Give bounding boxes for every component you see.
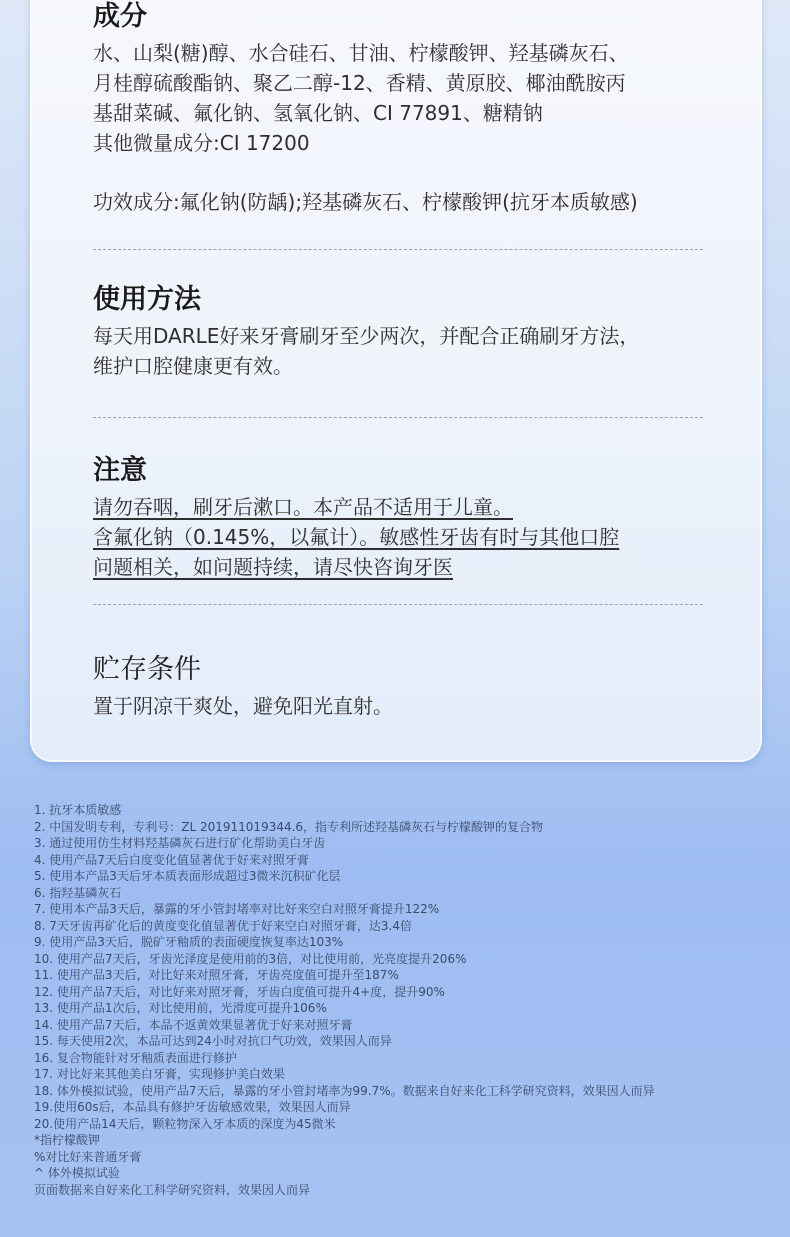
footnote: 1. 抗牙本质敏感 [34,803,122,817]
footnote: 2. 中国发明专利，专利号：ZL 201911019344.6，指专利所述羟基磷灰石与柠檬酸钾的复合物 [34,819,544,834]
footnote: 10. 使用产品7天后，牙齿光泽度是使用前的3倍，对比使用前，光亮度提升206% [34,951,467,966]
footnote: 17. 对比好来其他美白牙膏，实现修护美白效果 [34,1067,285,1081]
footnote: 9. 使用产品3天后，脱矿牙釉质的表面硬度恢复率达103% [34,935,344,949]
footnote: 11. 使用产品3天后，对比好来对照牙膏，牙齿亮度值可提升至187% [34,968,399,982]
usage-text [93,321,713,381]
footnote: 19.使用60s后，本品具有修护牙齿敏感效果，效果因人而异 [34,1100,351,1114]
caution-title: 注意 [93,455,147,486]
footnote: 12. 使用产品7天后，对比好来对照牙膏，牙齿白度值可提升4+度，提升90% [34,984,445,999]
footnote: 16. 复合物能针对牙釉质表面进行修护 [34,1050,237,1065]
caution-line: 请勿吞咽，刷牙后漱口。本产品不适用于儿童。 [93,495,513,519]
active-ingredients: 功效成分:氟化钠(防龋);羟基磷灰石、柠檬酸钾(抗牙本质敏感) [93,190,638,214]
caution-text [93,492,713,582]
usage-line: 维护口腔健康更有效。 [93,354,293,378]
footnote: *指柠檬酸钾 [34,1133,101,1147]
footnote: 7. 使用本产品3天后，暴露的牙小管封堵率对比好来空白对照牙膏提升122% [34,902,440,916]
usage-line: 每天用DARLE好来牙膏刷牙至少两次，并配合正确刷牙方法， [93,324,640,348]
ingredients-line: 基甜菜碱、氟化钠、氢氧化钠、CI 77891、糖精钠 [93,101,543,125]
footnote: 14. 使用产品7天后，本品不返黄效果显著优于好来对照牙膏 [34,1017,353,1032]
caution-section [93,454,713,582]
footnote: 8. 7天牙齿再矿化后的黄度变化值显著优于好来空白对照牙膏，达3.4倍 [34,918,412,933]
storage-text: 置于阴凉干爽处，避免阳光直射。 [93,694,393,718]
footnote: 6. 指羟基磷灰石 [34,885,122,900]
ingredients-line: 其他微量成分:CI 17200 [93,131,310,155]
ingredients-list [93,38,713,158]
caution-line: 含氟化钠（0.145%，以氟计）。敏感性牙齿有时与其他口腔 [93,525,620,549]
section-divider [93,249,703,250]
footnote: ^ 体外模拟试验 [34,1166,120,1180]
caution-line: 问题相关，如问题持续，请尽快咨询牙医 [93,555,453,579]
ingredients-line: 水、山梨(糖)醇、水合硅石、甘油、柠檬酸钾、羟基磷灰石、 [93,41,629,65]
footnote: 13. 使用产品1次后，对比使用前，光滑度可提升106% [34,1001,327,1015]
footnote: 页面数据来自好来化工科学研究资料，效果因人而异 [34,1182,311,1197]
usage-title: 使用方法 [93,284,201,315]
ingredients-title: 成分 [93,1,147,32]
footnote: 15. 每天使用2次，本品可达到24小时对抗口气功效，效果因人而异 [34,1034,392,1048]
storage-title: 贮存条件 [93,654,201,685]
footnote: 5. 使用本产品3天后牙本质表面形成超过3微米沉积矿化层 [34,869,341,883]
usage-section [93,283,713,381]
section-divider [93,604,703,605]
storage-section [93,653,713,721]
section-divider [93,417,703,418]
footnote: 18. 体外模拟试验，使用产品7天后，暴露的牙小管封堵率为99.7%。数据来自好来化工科学研究资料，效果因人而异 [34,1083,655,1098]
footnote: 4. 使用产品7天后白度变化值显著优于好来对照牙膏 [34,852,309,867]
ingredients-section [93,0,713,217]
footnote: %对比好来普通牙膏 [34,1149,142,1164]
footnotes [34,802,774,1198]
footnote: 3. 通过使用仿生材料羟基磷灰石进行矿化帮助美白牙齿 [34,836,326,850]
ingredients-line: 月桂醇硫酸酯钠、聚乙二醇-12、香精、黄原胶、椰油酰胺丙 [93,71,626,95]
footnote: 20.使用产品14天后，颗粒物深入牙本质的深度为45微米 [34,1116,336,1131]
